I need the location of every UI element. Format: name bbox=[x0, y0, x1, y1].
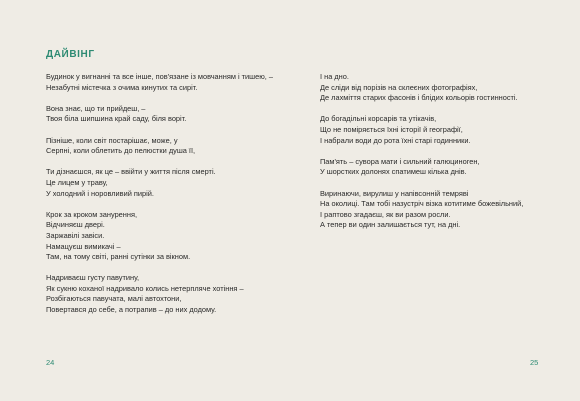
poem-line: Пізніше, коли світ постарішає, може, у bbox=[46, 135, 178, 145]
poem-line: Де лахміття старих фасонів і блідих кольорів гостинності. bbox=[320, 93, 518, 103]
poem-line: Як сукню коханої надривало колись нетерпляче хотіння – bbox=[46, 283, 244, 293]
poem-line: Твоя біла шипшина край саду, біля воріт. bbox=[46, 114, 187, 124]
left-poem-column bbox=[46, 72, 286, 326]
poem-line: Розбігаються павучата, малі автохтони, bbox=[46, 294, 182, 304]
poem-line: Відчиняєш двері. bbox=[46, 220, 105, 230]
poem-line: Намацуєш вимикачі – bbox=[46, 241, 121, 251]
right-page-number: 25 bbox=[530, 358, 539, 367]
poem-line: Повертався до себе, а потрапив – до них додому. bbox=[46, 305, 217, 315]
right-page bbox=[290, 0, 580, 401]
poem-line: Що не поміряється їхні історії й географії, bbox=[320, 124, 463, 134]
stanza bbox=[320, 157, 570, 178]
stanza bbox=[320, 72, 570, 104]
stanza bbox=[320, 189, 570, 231]
stanza bbox=[46, 210, 286, 263]
poem-line: Ти дізнаєшся, як це – ввійти у життя після смерті. bbox=[46, 167, 216, 177]
poem-line: А тепер ви один залишається тут, на дні. bbox=[320, 220, 461, 230]
poem-line: У холодний і норовливий пирій. bbox=[46, 188, 154, 198]
stanza bbox=[46, 167, 286, 199]
poem-line: Там, на тому світі, ранні сутінки за вікном. bbox=[46, 252, 191, 262]
poem-line: І на дно. bbox=[320, 72, 349, 81]
poem-title: ДАЙВІНГ bbox=[46, 49, 95, 60]
poem-line: На околиці. Там тобі назустріч візка котитиме божевільний, bbox=[320, 199, 524, 209]
poem-line: Надриваєш густу павутину, bbox=[46, 273, 140, 283]
stanza bbox=[46, 136, 286, 157]
stanza bbox=[46, 104, 286, 125]
poem-line: Це лицем у траву, bbox=[46, 177, 108, 187]
poem-line: Пам'ять – сувора мати і сильний галюциноген, bbox=[320, 156, 480, 166]
poem-line: У шорстких долонях спатимеш кілька днів. bbox=[320, 167, 467, 177]
poem-line: Заржавілі завіси. bbox=[46, 230, 105, 240]
poem-line: Де сліди від порізів на склеєних фотографіях, bbox=[320, 82, 478, 92]
poem-line: Виринаючи, вирулиш у напівсонній темряві bbox=[320, 188, 469, 198]
poem-line: І раптово згадаєш, як ви разом росли. bbox=[320, 209, 451, 219]
poem-line: Незабутні містечка з очима кинутих та сиріт. bbox=[46, 82, 198, 92]
poem-line: До богадільні корсарів та утікачів, bbox=[320, 114, 437, 124]
stanza bbox=[320, 114, 570, 146]
poem-line: Будинок у вигнанні та все інше, пов'язане із мовчанням і тишею, – bbox=[46, 72, 273, 81]
poem-line: Крок за кроком занурення, bbox=[46, 209, 138, 219]
poem-line: Серпні, коли облетить до пелюстки душа її, bbox=[46, 146, 196, 156]
stanza bbox=[46, 273, 286, 315]
left-page-number: 24 bbox=[46, 358, 55, 367]
stanza bbox=[46, 72, 286, 93]
poem-line: І набрали води до рота їхні старі годинники. bbox=[320, 135, 471, 145]
right-poem-column bbox=[320, 72, 570, 242]
poem-line: Вона знає, що ти прийдеш, – bbox=[46, 103, 146, 113]
